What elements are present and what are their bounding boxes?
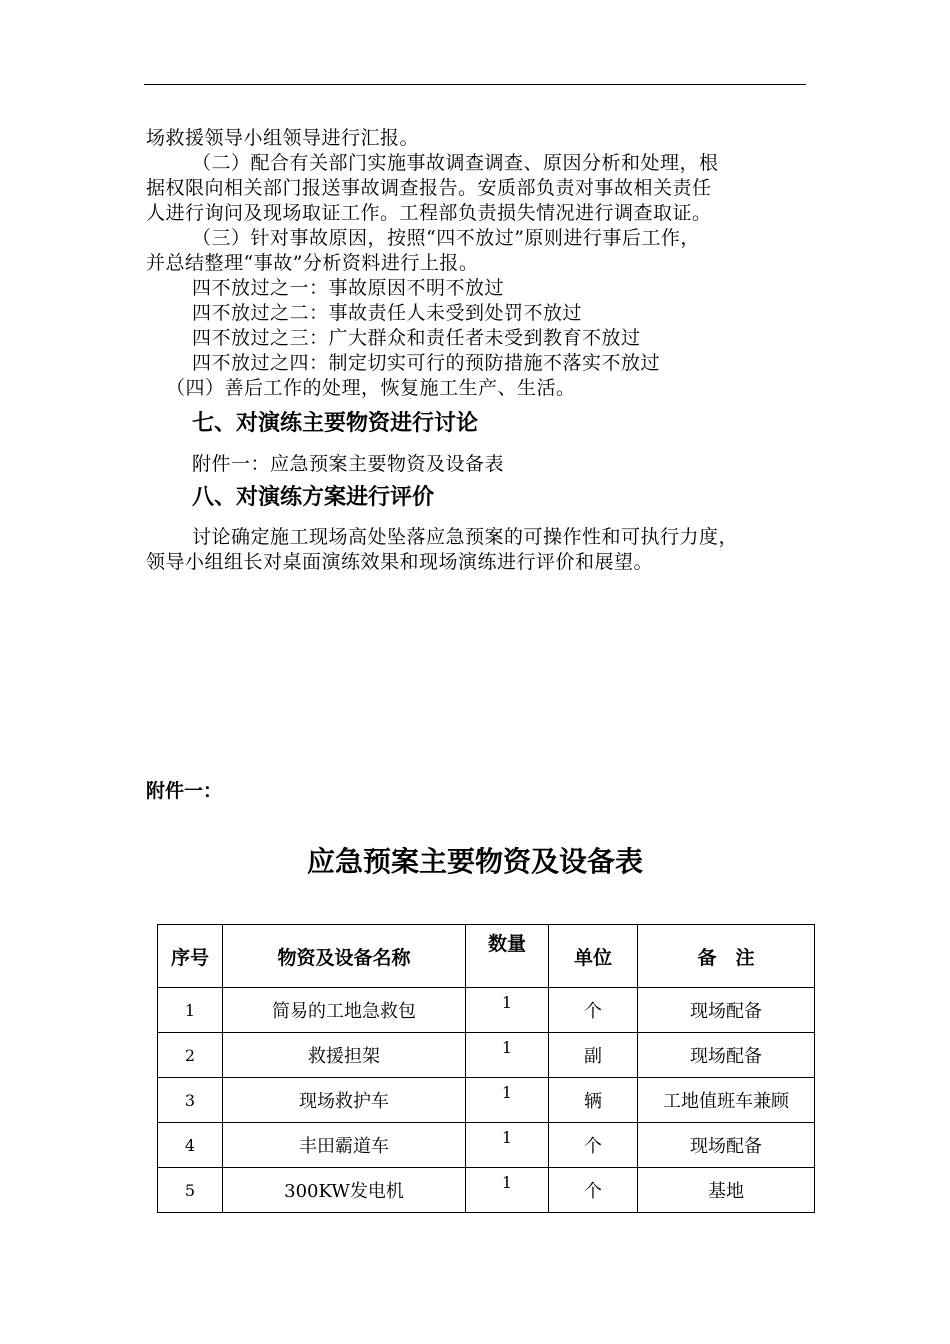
row-note: 现场配备 [638, 988, 815, 1033]
section7-text: 附件一：应急预案主要物资及设备表 [192, 453, 505, 475]
header-name: 物资及设备名称 [223, 925, 466, 988]
row-no: 4 [158, 1123, 223, 1168]
table-row [158, 1033, 815, 1078]
row-name: 现场救护车 [223, 1078, 466, 1123]
row-note: 基地 [638, 1168, 815, 1213]
row-unit: 副 [549, 1033, 638, 1078]
row-name: 简易的工地急救包 [223, 988, 466, 1033]
table-row [158, 1123, 815, 1168]
row-qty [466, 1168, 549, 1213]
table-row [158, 988, 815, 1033]
row-qty [466, 1123, 549, 1168]
header-no: 序号 [158, 925, 223, 988]
header-rule [144, 84, 806, 85]
row-note: 现场配备 [638, 1033, 815, 1078]
section8-line-1: 讨论确定施工现场高处坠落应急预案的可操作性和可执行力度， [192, 526, 739, 548]
row-qty-value: 1 [501, 1082, 513, 1102]
row-unit: 个 [549, 1123, 638, 1168]
attachment-label: 附件一： [146, 780, 223, 802]
header-note: 备 注 [638, 925, 815, 988]
row-no: 5 [158, 1168, 223, 1213]
body-line-1: 场救援领导小组领导进行汇报。 [146, 127, 420, 149]
row-no: 3 [158, 1078, 223, 1123]
section8-line-2: 领导小组组长对桌面演练效果和现场演练进行评价和展望。 [146, 551, 654, 573]
row-name: 丰田霸道车 [223, 1123, 466, 1168]
body-line-2: （二）配合有关部门实施事故调查调查、原因分析和处理，根 [192, 152, 719, 174]
equipment-table [157, 924, 815, 1213]
body-line-6: 并总结整理“事故”分析资料进行上报。 [146, 252, 479, 274]
row-no: 2 [158, 1033, 223, 1078]
section7-heading: 七、对演练主要物资进行讨论 [192, 411, 479, 436]
body-line-7: 四不放过之一：事故原因不明不放过 [192, 277, 505, 299]
header-unit: 单位 [549, 925, 638, 988]
header-qty-label: 数量 [487, 932, 526, 955]
row-unit: 个 [549, 988, 638, 1033]
body-line-3: 据权限向相关部门报送事故调查报告。安质部负责对事故相关责任 [146, 177, 712, 199]
body-line-11: （四）善后工作的处理，恢复施工生产、生活。 [166, 377, 576, 399]
section8-heading: 八、对演练方案进行评价 [192, 485, 435, 510]
row-name: 300KW发电机 [223, 1168, 466, 1213]
table-title: 应急预案主要物资及设备表 [306, 845, 643, 878]
body-line-8: 四不放过之二：事故责任人未受到处罚不放过 [192, 302, 583, 324]
row-qty-value: 1 [501, 1127, 513, 1147]
row-qty [466, 1033, 549, 1078]
row-qty [466, 988, 549, 1033]
table-header-row [158, 925, 815, 988]
row-unit: 辆 [549, 1078, 638, 1123]
body-line-4: 人进行询问及现场取证工作。工程部负责损失情况进行调查取证。 [146, 202, 712, 224]
body-line-9: 四不放过之三：广大群众和责任者未受到教育不放过 [192, 327, 641, 349]
row-name: 救援担架 [223, 1033, 466, 1078]
table-row [158, 1078, 815, 1123]
row-no: 1 [158, 988, 223, 1033]
body-line-5: （三）针对事故原因，按照“四不放过”原则进行事后工作， [192, 227, 700, 249]
table-row [158, 1168, 815, 1213]
row-note: 现场配备 [638, 1123, 815, 1168]
row-qty-value: 1 [501, 992, 513, 1012]
header-qty [466, 925, 549, 988]
row-qty-value: 1 [501, 1037, 513, 1057]
row-note: 工地值班车兼顾 [638, 1078, 815, 1123]
body-line-10: 四不放过之四：制定切实可行的预防措施不落实不放过 [192, 352, 661, 374]
row-qty [466, 1078, 549, 1123]
row-unit: 个 [549, 1168, 638, 1213]
row-qty-value: 1 [501, 1172, 513, 1192]
